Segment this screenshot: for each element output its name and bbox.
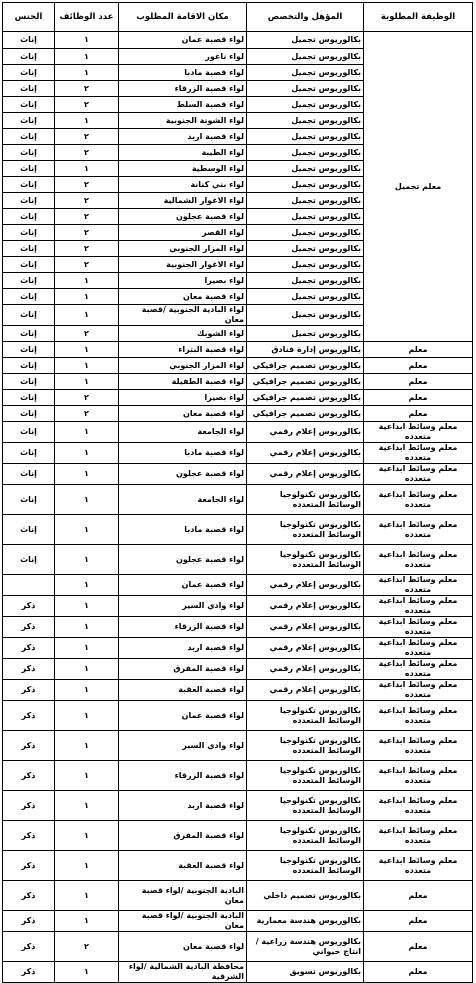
job-cell: معلم — [364, 911, 473, 932]
gender-cell: إناث — [3, 545, 55, 575]
location-cell: لواء قصبة معان — [119, 932, 247, 962]
header-job: الوظيفة المطلوبة — [364, 3, 473, 32]
gender-cell: إناث — [3, 113, 55, 129]
qualification-cell: بكالوريوس تصميم جرافيكي — [247, 374, 364, 390]
qualification-cell: بكالوريوس إعلام رقمي — [247, 617, 364, 638]
qualification-cell: بكالوريوس تجميل — [247, 113, 364, 129]
count-cell: ١ — [55, 791, 119, 821]
qualification-cell: بكالوريوس إعلام رقمي — [247, 680, 364, 701]
qualification-cell: بكالوريوس تجميل — [247, 65, 364, 81]
location-cell: البادية الجنوبية /لواء قصبة معان — [119, 911, 247, 932]
gender-cell: ذكر — [3, 911, 55, 932]
table-row — [3, 881, 473, 911]
count-cell: ١ — [55, 575, 119, 596]
table-header-row — [3, 3, 473, 32]
table-row — [3, 731, 473, 761]
gender-cell: ذكر — [3, 596, 55, 617]
qualification-cell: بكالوريوس تجميل — [247, 326, 364, 342]
table-row — [3, 911, 473, 932]
job-cell: معلم — [364, 962, 473, 983]
location-cell: لواء الجامعة — [119, 485, 247, 515]
count-cell: ١ — [55, 342, 119, 358]
header-count: عدد الوظائف — [55, 3, 119, 32]
location-cell: لواء قصبة السلط — [119, 97, 247, 113]
count-cell: ١ — [55, 731, 119, 761]
table-row — [3, 406, 473, 422]
gender-cell: ذكر — [3, 701, 55, 731]
count-cell: ١ — [55, 911, 119, 932]
location-cell: لواء الشونة الجنوبية — [119, 113, 247, 129]
gender-cell: ذكر — [3, 851, 55, 881]
location-cell: لواء وادي السير — [119, 596, 247, 617]
qualification-cell: بكالوريوس هندسة زراعية / انتاج حيواني — [247, 932, 364, 962]
header-qualification: المؤهل والتخصص — [247, 3, 364, 32]
count-cell: ١ — [55, 596, 119, 617]
gender-cell: إناث — [3, 326, 55, 342]
job-cell: معلم — [364, 342, 473, 358]
location-cell: محافظة البادية الشمالية /لواء الشرقية — [119, 962, 247, 983]
gender-cell: إناث — [3, 289, 55, 305]
location-cell: لواء المزار الجنوبي — [119, 358, 247, 374]
gender-cell: ذكر — [3, 731, 55, 761]
job-cell: معلم وسائط ابداعية متعدده — [364, 701, 473, 731]
table-row — [3, 575, 473, 596]
job-cell: معلم وسائط ابداعية متعدده — [364, 821, 473, 851]
qualification-cell: بكالوريوس تجميل — [247, 241, 364, 257]
location-cell: لواء قصبة عجلون — [119, 209, 247, 225]
job-cell: معلم — [364, 358, 473, 374]
location-cell: لواء قصبة مادبا — [119, 515, 247, 545]
job-cell: معلم وسائط ابداعية متعدده — [364, 731, 473, 761]
location-cell: لواء القصر — [119, 225, 247, 241]
document-page — [2, 2, 472, 983]
count-cell: ١ — [55, 515, 119, 545]
gender-cell: ذكر — [3, 881, 55, 911]
table-row — [3, 821, 473, 851]
location-cell: لواء الجامعة — [119, 422, 247, 443]
count-cell: ١ — [55, 161, 119, 177]
location-cell: لواء الاغوار الشمالية — [119, 193, 247, 209]
count-cell: ٢ — [55, 209, 119, 225]
gender-cell: إناث — [3, 129, 55, 145]
qualification-cell: بكالوريوس تجميل — [247, 289, 364, 305]
gender-cell: إناث — [3, 515, 55, 545]
location-cell: لواء قصبة اربد — [119, 638, 247, 659]
location-cell: لواء قصبة الزرقاء — [119, 81, 247, 97]
count-cell: ٢ — [55, 257, 119, 273]
header-location: مكان الاقامة المطلوب — [119, 3, 247, 32]
qualification-cell: بكالوريوس تصميم داخلي — [247, 881, 364, 911]
job-cell: معلم وسائط ابداعية متعدده — [364, 596, 473, 617]
location-cell: لواء قصبة مادبا — [119, 65, 247, 81]
qualification-cell: بكالوريوس تجميل — [247, 32, 364, 49]
count-cell: ١ — [55, 358, 119, 374]
qualification-cell: بكالوريوس تجميل — [247, 145, 364, 161]
job-cell: معلم — [364, 932, 473, 962]
count-cell: ١ — [55, 821, 119, 851]
count-cell: ١ — [55, 32, 119, 49]
location-cell: لواء الاغوار الجنوبية — [119, 257, 247, 273]
count-cell: ٢ — [55, 81, 119, 97]
location-cell: لواء قصبة عجلون — [119, 545, 247, 575]
count-cell: ١ — [55, 305, 119, 326]
qualification-cell: بكالوريوس إعلام رقمي — [247, 596, 364, 617]
table-row — [3, 32, 473, 49]
job-cell: معلم — [364, 390, 473, 406]
gender-cell: إناث — [3, 177, 55, 193]
gender-cell: إناث — [3, 209, 55, 225]
count-cell: ٢ — [55, 129, 119, 145]
job-cell: معلم وسائط ابداعية متعدده — [364, 422, 473, 443]
count-cell: ١ — [55, 113, 119, 129]
count-cell: ٢ — [55, 241, 119, 257]
location-cell: لواء قصبة عمان — [119, 575, 247, 596]
table-row — [3, 464, 473, 485]
qualification-cell: بكالوريوس تصميم جرافيكي — [247, 406, 364, 422]
table-row — [3, 659, 473, 680]
count-cell: ١ — [55, 485, 119, 515]
qualification-cell: بكالوريوس تجميل — [247, 193, 364, 209]
qualification-cell: بكالوريوس إعلام رقمي — [247, 659, 364, 680]
location-cell: لواء قصبة العقبة — [119, 680, 247, 701]
count-cell: ١ — [55, 680, 119, 701]
count-cell: ١ — [55, 638, 119, 659]
job-cell: معلم وسائط ابداعية متعدده — [364, 485, 473, 515]
table-row — [3, 701, 473, 731]
location-cell: لواء قصبة العقبة — [119, 851, 247, 881]
gender-cell: ذكر — [3, 761, 55, 791]
job-cell-merged: معلم تجميل — [364, 32, 473, 342]
count-cell: ٢ — [55, 390, 119, 406]
gender-cell: ذكر — [3, 962, 55, 983]
location-cell: لواء قصبة مادبا — [119, 443, 247, 464]
table-row — [3, 962, 473, 983]
job-cell: معلم — [364, 374, 473, 390]
table-row — [3, 596, 473, 617]
job-cell: معلم وسائط ابداعية متعدده — [364, 617, 473, 638]
location-cell: لواء قصبة الزرقاء — [119, 761, 247, 791]
job-cell: معلم وسائط ابداعية متعدده — [364, 464, 473, 485]
job-cell: معلم وسائط ابداعية متعدده — [364, 659, 473, 680]
count-cell: ١ — [55, 49, 119, 65]
gender-cell: ذكر — [3, 659, 55, 680]
count-cell: ١ — [55, 881, 119, 911]
count-cell: ١ — [55, 545, 119, 575]
qualification-cell: بكالوريوس إعلام رقمي — [247, 638, 364, 659]
table-row — [3, 374, 473, 390]
gender-cell: إناث — [3, 225, 55, 241]
location-cell: لواء قصبة المفرق — [119, 821, 247, 851]
count-cell: ١ — [55, 701, 119, 731]
gender-cell: ذكر — [3, 932, 55, 962]
qualification-cell: بكالوريوس تكنولوجيا الوسائط المتعدده — [247, 545, 364, 575]
job-cell: معلم وسائط ابداعية متعدده — [364, 680, 473, 701]
job-cell: معلم وسائط ابداعية متعدده — [364, 638, 473, 659]
job-cell: معلم — [364, 881, 473, 911]
count-cell: ١ — [55, 659, 119, 680]
count-cell: ٢ — [55, 326, 119, 342]
qualification-cell: بكالوريوس تجميل — [247, 225, 364, 241]
qualification-cell: بكالوريوس تصميم جرافيكي — [247, 358, 364, 374]
location-cell: لواء الشوبك — [119, 326, 247, 342]
qualification-cell: بكالوريوس هندسة معمارية — [247, 911, 364, 932]
count-cell: ١ — [55, 65, 119, 81]
count-cell: ١ — [55, 617, 119, 638]
table-row — [3, 443, 473, 464]
qualification-cell: بكالوريوس تكنولوجيا الوسائط المتعدده — [247, 761, 364, 791]
count-cell: ٢ — [55, 225, 119, 241]
qualification-cell: بكالوريوس تجميل — [247, 49, 364, 65]
qualification-cell: بكالوريوس تكنولوجيا الوسائط المتعدده — [247, 851, 364, 881]
location-cell: لواء قصبة الزرقاء — [119, 617, 247, 638]
qualification-cell: بكالوريوس تكنولوجيا الوسائط المتعدده — [247, 515, 364, 545]
gender-cell: إناث — [3, 65, 55, 81]
count-cell: ١ — [55, 422, 119, 443]
location-cell: لواء قصبة الطفيلة — [119, 374, 247, 390]
gender-cell: إناث — [3, 422, 55, 443]
qualification-cell: بكالوريوس تصميم جرافيكي — [247, 390, 364, 406]
gender-cell: إناث — [3, 273, 55, 289]
qualification-cell: بكالوريوس تجميل — [247, 97, 364, 113]
count-cell: ١ — [55, 289, 119, 305]
location-cell: لواء قصبة البتراء — [119, 342, 247, 358]
qualification-cell: بكالوريوس تسويق — [247, 962, 364, 983]
gender-cell: إناث — [3, 443, 55, 464]
qualification-cell: بكالوريوس تكنولوجيا الوسائط المتعدده — [247, 485, 364, 515]
qualification-cell: بكالوريوس تجميل — [247, 129, 364, 145]
table-row — [3, 851, 473, 881]
count-cell: ٢ — [55, 177, 119, 193]
gender-cell — [3, 575, 55, 596]
job-cell: معلم وسائط ابداعية متعدده — [364, 791, 473, 821]
location-cell: لواء ناعور — [119, 49, 247, 65]
gender-cell: إناث — [3, 257, 55, 273]
location-cell: لواء وادي السير — [119, 731, 247, 761]
count-cell: ١ — [55, 761, 119, 791]
gender-cell: إناث — [3, 358, 55, 374]
gender-cell: إناث — [3, 32, 55, 49]
location-cell: البادية الجنوبية /لواء قصبة معان — [119, 881, 247, 911]
qualification-cell: بكالوريوس تجميل — [247, 257, 364, 273]
gender-cell: إناث — [3, 161, 55, 177]
count-cell: ٢ — [55, 193, 119, 209]
qualification-cell: بكالوريوس تجميل — [247, 273, 364, 289]
qualification-cell: بكالوريوس تجميل — [247, 81, 364, 97]
table-body — [3, 32, 473, 983]
gender-cell: إناث — [3, 97, 55, 113]
gender-cell: ذكر — [3, 821, 55, 851]
location-cell: لواء بني كنانة — [119, 177, 247, 193]
job-cell: معلم وسائط ابداعية متعدده — [364, 761, 473, 791]
gender-cell: ذكر — [3, 680, 55, 701]
qualification-cell: بكالوريوس تكنولوجيا الوسائط المتعدده — [247, 701, 364, 731]
gender-cell: إناث — [3, 406, 55, 422]
count-cell: ٢ — [55, 406, 119, 422]
gender-cell: إناث — [3, 485, 55, 515]
job-cell: معلم وسائط ابداعية متعدده — [364, 515, 473, 545]
gender-cell: إناث — [3, 374, 55, 390]
job-cell: معلم وسائط ابداعية متعدده — [364, 851, 473, 881]
gender-cell: إناث — [3, 305, 55, 326]
location-cell: لواء الطيبة — [119, 145, 247, 161]
location-cell: لواء بصيرا — [119, 273, 247, 289]
gender-cell: إناث — [3, 342, 55, 358]
gender-cell: إناث — [3, 241, 55, 257]
qualification-cell: بكالوريوس إعلام رقمي — [247, 422, 364, 443]
location-cell: لواء قصبة المفرق — [119, 659, 247, 680]
table-row — [3, 358, 473, 374]
location-cell: لواء قصبة عمان — [119, 32, 247, 49]
table-row — [3, 342, 473, 358]
table-row — [3, 680, 473, 701]
qualification-cell: بكالوريوس تكنولوجيا الوسائط المتعدده — [247, 821, 364, 851]
gender-cell: إناث — [3, 464, 55, 485]
location-cell: لواء بصيرا — [119, 390, 247, 406]
count-cell: ١ — [55, 443, 119, 464]
location-cell: لواء قصبة عمان — [119, 701, 247, 731]
gender-cell: ذكر — [3, 638, 55, 659]
count-cell: ١ — [55, 374, 119, 390]
location-cell: لواء قصبة اربد — [119, 791, 247, 821]
gender-cell: إناث — [3, 193, 55, 209]
gender-cell: إناث — [3, 49, 55, 65]
location-cell: لواء قصبة عجلون — [119, 464, 247, 485]
count-cell: ١ — [55, 851, 119, 881]
count-cell: ١ — [55, 464, 119, 485]
count-cell: ٢ — [55, 145, 119, 161]
table-row — [3, 761, 473, 791]
qualification-cell: بكالوريوس إعلام رقمي — [247, 443, 364, 464]
location-cell: لواء قصبة معان — [119, 406, 247, 422]
location-cell: لواء البادية الجنوبية /قصبة معان — [119, 305, 247, 326]
job-cell: معلم وسائط ابداعية متعدده — [364, 545, 473, 575]
count-cell: ٢ — [55, 932, 119, 962]
table-row — [3, 617, 473, 638]
qualification-cell: بكالوريوس تجميل — [247, 209, 364, 225]
qualification-cell: بكالوريوس إعلام رقمي — [247, 464, 364, 485]
job-vacancies-table — [2, 2, 473, 983]
job-cell: معلم وسائط ابداعية متعدده — [364, 575, 473, 596]
table-row — [3, 515, 473, 545]
location-cell: لواء قصبة معان — [119, 289, 247, 305]
qualification-cell: بكالوريوس إعلام رقمي — [247, 575, 364, 596]
count-cell: ٢ — [55, 97, 119, 113]
job-cell: معلم — [364, 406, 473, 422]
qualification-cell: بكالوريوس تجميل — [247, 161, 364, 177]
location-cell: لواء المزار الجنوبي — [119, 241, 247, 257]
table-row — [3, 791, 473, 821]
header-gender: الجنس — [3, 3, 55, 32]
gender-cell: إناث — [3, 81, 55, 97]
gender-cell: إناث — [3, 390, 55, 406]
qualification-cell: بكالوريوس إدارة فنادق — [247, 342, 364, 358]
count-cell: ١ — [55, 273, 119, 289]
table-row — [3, 932, 473, 962]
gender-cell: ذكر — [3, 791, 55, 821]
gender-cell: ذكر — [3, 617, 55, 638]
location-cell: لواء الوسطية — [119, 161, 247, 177]
job-cell: معلم وسائط ابداعية متعدده — [364, 443, 473, 464]
table-row — [3, 638, 473, 659]
qualification-cell: بكالوريوس تكنولوجيا الوسائط المتعدده — [247, 731, 364, 761]
qualification-cell: بكالوريوس تجميل — [247, 177, 364, 193]
table-row — [3, 390, 473, 406]
gender-cell: إناث — [3, 145, 55, 161]
table-row — [3, 545, 473, 575]
qualification-cell: بكالوريوس تكنولوجيا الوسائط المتعدده — [247, 791, 364, 821]
table-row — [3, 422, 473, 443]
table-row — [3, 485, 473, 515]
qualification-cell: بكالوريوس تجميل — [247, 305, 364, 326]
count-cell: ١ — [55, 962, 119, 983]
location-cell: لواء قصبة اربد — [119, 129, 247, 145]
